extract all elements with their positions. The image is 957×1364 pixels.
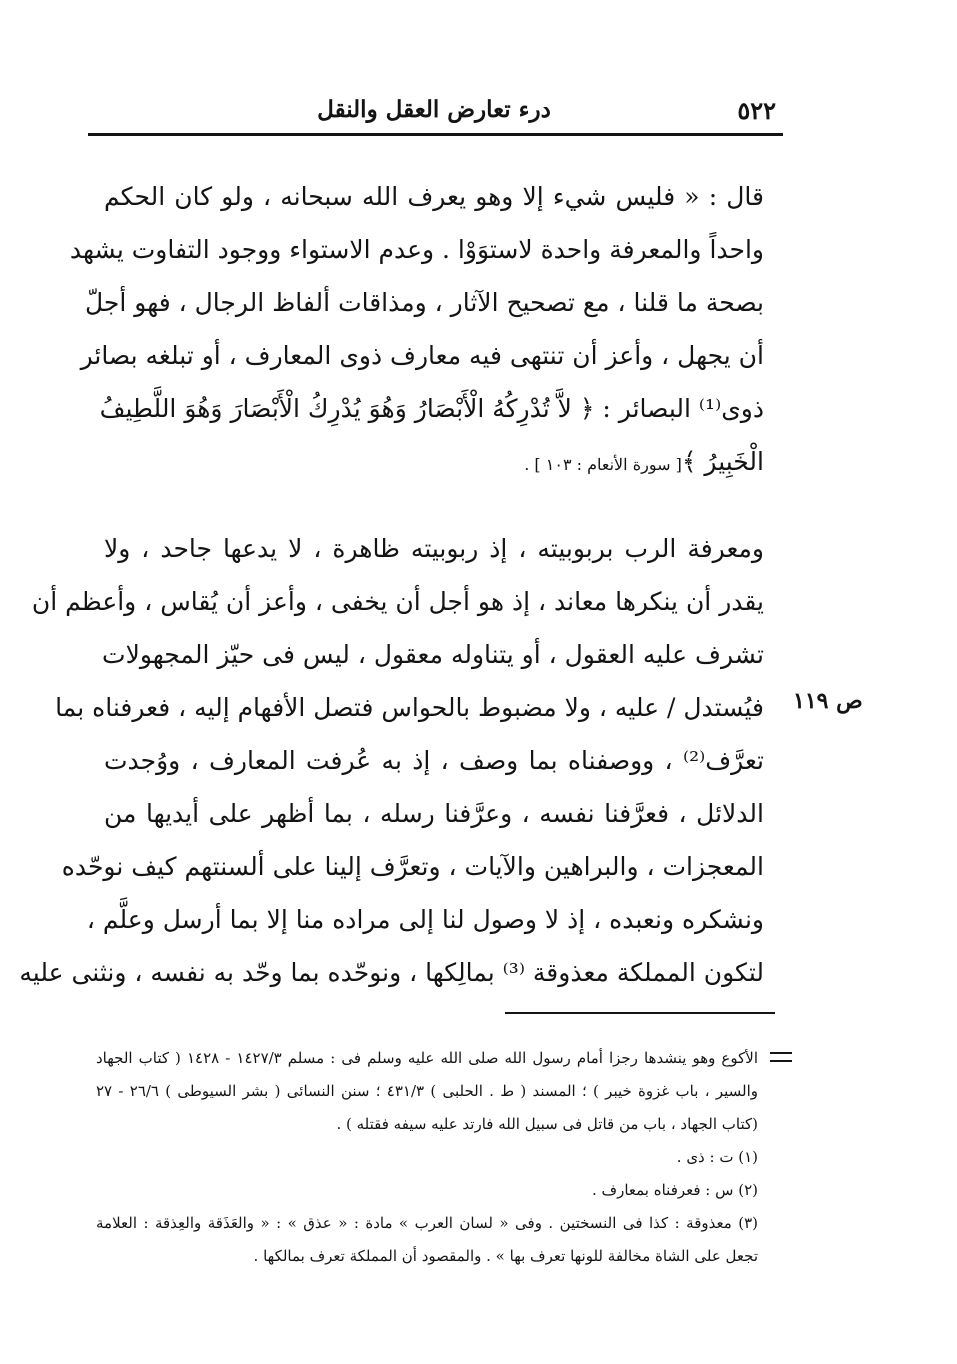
footnote-continuation-mark xyxy=(770,1052,792,1062)
footnote-separator xyxy=(505,1012,775,1014)
running-title: درء تعارض العقل والنقل xyxy=(317,96,551,123)
text-line: قال : « فليس شيء إلا وهو يعرف الله سبحانه ، ولو كان الحكم xyxy=(104,182,764,211)
text-line: لتكون المملكة معذوقة ⁽³⁾ بمالِكها ، ونوحّده بما وحّد به نفسه ، ونثنى عليه xyxy=(19,958,764,987)
page-number: ٥٢٢ xyxy=(737,96,776,125)
text-line: فيُستدل / عليه ، ولا مضبوط بالحواس فتصل الأفهام إليه ، فعرفناه بما xyxy=(55,693,764,722)
header-rule xyxy=(88,133,783,136)
footnote-line: الأكوع وهو ينشدها رجزا أمام رسول الله صلى الله عليه وسلم فى : مسلم ١٤٢٧/٣ - ١٤٢٨ ( كتاب الجهاد xyxy=(96,1049,758,1067)
surah-reference: [ سورة الأنعام : ١٠٣ ] . xyxy=(524,455,682,474)
text-line-final xyxy=(104,435,764,488)
page-header xyxy=(88,94,780,138)
text-line: ونشكره ونعبده ، إذ لا وصول لنا إلى مراده منا إلا بما أرسل وعلَّم ، xyxy=(86,905,764,934)
text-line: واحداً والمعرفة واحدة لاستوَوْا . وعدم الاستواء ووجود التفاوت يشهد xyxy=(69,235,764,264)
quran-verse-end: الْخَبِيرُ ﴾ xyxy=(681,447,764,476)
footnote-line: تجعل على الشاة مخالفة للونها تعرف بها » . والمقصود أن المملكة تعرف بمالكها . xyxy=(253,1247,758,1265)
text-line: تشرف عليه العقول ، أو يتناوله معقول ، ليس فى حيّز المجهولات xyxy=(102,640,764,669)
text-line: المعجزات ، والبراهين والآيات ، وتعرَّف إلينا على ألسنتهم كيف نوحّده xyxy=(61,852,764,881)
footnote-line: (كتاب الجهاد ، باب من قاتل فى سبيل الله فارتد عليه سيفه فقتله ) . xyxy=(336,1115,758,1133)
footnote-1: (١) ت : ذى . xyxy=(676,1148,758,1166)
footnote-3: (٣) معذوقة : كذا فى النسختين . وفى « لسان العرب » مادة : « عذق » : « والعَذَقة والعِذقة : العلامة xyxy=(96,1214,758,1232)
text-line: أن يجهل ، وأعز أن تنتهى فيه معارف ذوى المعارف ، أو تبلغه بصائر xyxy=(80,341,764,370)
text-line: يقدر أن ينكرها معاند ، إذ هو أجل أن يخفى ، وأعز أن يُقاس ، وأعظم أن xyxy=(31,587,764,616)
text-line: تعرَّف⁽²⁾ ، ووصفناه بما وصف ، إذ به عُرفت المعارف ، ووُجدت xyxy=(104,746,764,775)
text-line: الدلائل ، فعرَّفنا نفسه ، وعرَّفنا رسله ، بما أظهر على أيديها من xyxy=(104,799,764,828)
paragraph-1 xyxy=(69,170,764,488)
footnote-line: والسير ، باب غزوة خيبر ) ؛ المسند ( ط . الحلبى ) ٤٣١/٣ ؛ سنن النسائى ( بشر السيوطى ) ٢٦/٦ - ٢٧ xyxy=(96,1082,758,1100)
margin-page-reference: ص ١١٩ xyxy=(793,688,863,714)
text-line: ذوى⁽¹⁾ البصائر : ﴿ لاَّ تُدْرِكُهُ الْأَبْصَارُ وَهُوَ يُدْرِكُ الْأَبْصَارَ وَهُوَ اللَّطِيفُ xyxy=(99,394,764,423)
text-line: ومعرفة الرب بربوبيته ، إذ ربوبيته ظاهرة ، لا يدعها جاحد ، ولا xyxy=(104,534,764,563)
text-line: بصحة ما قلنا ، مع تصحيح الآثار ، ومذاقات ألفاظ الرجال ، فهو أجلّ xyxy=(85,288,764,317)
footnote-2: (٢) س : فعرفناه بمعارف . xyxy=(591,1181,758,1199)
footnotes xyxy=(96,1042,758,1273)
paragraph-2 xyxy=(19,522,764,999)
